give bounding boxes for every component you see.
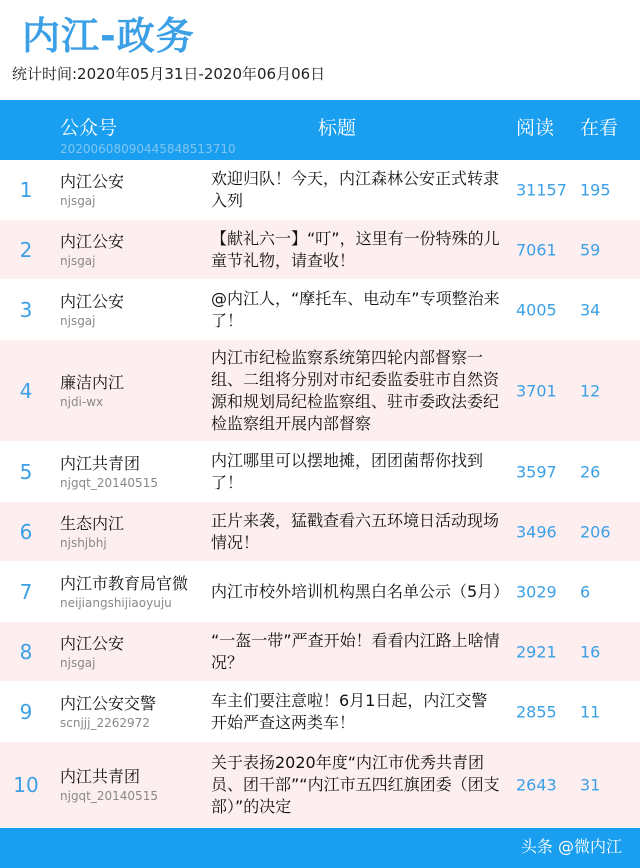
table-row[interactable] — [0, 220, 640, 280]
table-row[interactable] — [0, 562, 640, 622]
table-row[interactable] — [0, 682, 640, 742]
read-count: 3496 — [516, 522, 557, 541]
table-row[interactable] — [0, 742, 640, 828]
account-name: 内江共青团 — [60, 453, 141, 473]
account-name: 内江公安 — [60, 171, 125, 191]
stat-period: 统计时间:2020年05月31日-2020年06月06日 — [12, 65, 326, 83]
account-cell — [60, 291, 124, 329]
account-name: 内江公安 — [60, 291, 125, 311]
table-row[interactable] — [0, 340, 640, 442]
account-cell — [60, 573, 188, 611]
article-title[interactable]: @内江人，“摩托车、电动车”专项整治来了！ — [211, 288, 500, 330]
account-name: 内江共青团 — [60, 766, 141, 786]
table-row[interactable] — [0, 280, 640, 340]
read-count: 31157 — [516, 180, 567, 199]
rank-number: 8 — [19, 639, 33, 664]
account-id: njsgaj — [60, 313, 96, 328]
account-id: njsgaj — [60, 253, 96, 268]
article-title[interactable]: 正片来袭，猛戳查看六五环境日活动现场情况！ — [211, 510, 500, 552]
account-name: 内江公安 — [60, 231, 125, 251]
account-name: 内江公安交警 — [60, 693, 157, 713]
header-reads: 阅读 — [516, 117, 555, 139]
account-id: njsgaj — [60, 193, 96, 208]
account-name: 生态内江 — [60, 513, 125, 533]
account-name: 内江公安 — [60, 633, 125, 653]
looking-count: 34 — [580, 300, 601, 319]
table-row[interactable] — [0, 160, 640, 220]
table-header — [0, 100, 640, 160]
rank-number: 2 — [19, 237, 33, 262]
account-id: njdi-wx — [60, 394, 104, 409]
read-count: 7061 — [516, 240, 557, 259]
rank-number: 1 — [19, 177, 33, 202]
account-id: scnjjj_2262972 — [60, 715, 150, 730]
rank-number: 5 — [19, 459, 33, 484]
table-row[interactable] — [0, 442, 640, 502]
header-account: 公众号 — [60, 117, 118, 139]
looking-count: 31 — [580, 775, 601, 794]
header-looks: 在看 — [580, 117, 619, 139]
account-id: njsgaj — [60, 655, 96, 670]
read-count: 3701 — [516, 381, 557, 400]
article-title[interactable]: 内江市纪检监察系统第四轮内部督察一组、二组将分别对市纪委监委驻市自然资源和规划局纪检监察组、驻市委政法委纪检监察组开展内部督察 — [211, 347, 500, 433]
read-count: 3597 — [516, 462, 557, 481]
account-cell — [60, 453, 158, 491]
account-cell — [60, 372, 124, 410]
rank-number: 6 — [19, 519, 33, 544]
article-title[interactable]: 内江哪里可以摆地摊，团团菌帮你找到了！ — [211, 450, 484, 492]
header-title: 标题 — [318, 117, 357, 139]
account-id: njgqt_20140515 — [60, 788, 158, 803]
account-cell — [60, 633, 124, 671]
article-title[interactable]: 内江市校外培训机构黑白名单公示（5月） — [211, 581, 510, 601]
read-count: 4005 — [516, 300, 557, 319]
header-id-watermark: 20200608090445848513710 — [60, 142, 236, 156]
account-name: 内江市教育局官微 — [60, 573, 189, 593]
read-count: 2855 — [516, 702, 557, 721]
footer-bar — [0, 828, 640, 868]
looking-count: 6 — [580, 582, 591, 601]
rank-number: 4 — [19, 378, 33, 403]
account-id: neijiangshijiaoyuju — [60, 595, 172, 610]
article-title[interactable]: 【献礼六一】“叮”，这里有一份特殊的儿童节礼物，请查收！ — [211, 228, 500, 270]
looking-count: 59 — [580, 240, 601, 259]
article-title[interactable]: 关于表扬2020年度“内江市优秀共青团员、团干部”“内江市五四红旗团委（团支部）”的决定 — [211, 752, 500, 816]
table-row[interactable] — [0, 622, 640, 682]
read-count: 3029 — [516, 582, 557, 601]
looking-count: 11 — [580, 702, 601, 721]
account-cell — [60, 231, 124, 269]
article-title[interactable]: 欢迎归队！今天，内江森林公安正式转隶入列 — [211, 168, 500, 210]
source-credit: 头条 @微内江 — [520, 837, 622, 856]
table-row[interactable] — [0, 502, 640, 562]
account-id: njshjbhj — [60, 535, 107, 550]
looking-count: 16 — [580, 642, 601, 661]
article-title[interactable]: “一盔一带”严查开始！看看内江路上啥情况？ — [211, 630, 500, 672]
account-cell — [60, 171, 124, 209]
looking-count: 12 — [580, 381, 601, 400]
rank-number: 9 — [19, 699, 33, 724]
account-cell — [60, 766, 158, 804]
account-name: 廉洁内江 — [60, 372, 125, 392]
account-cell — [60, 513, 124, 551]
account-id: njgqt_20140515 — [60, 475, 158, 490]
account-cell — [60, 693, 156, 731]
read-count: 2921 — [516, 642, 557, 661]
page-title: 内江-政务 — [22, 14, 195, 58]
ranking-table — [0, 160, 640, 828]
rank-number: 10 — [13, 772, 39, 797]
read-count: 2643 — [516, 775, 557, 794]
rank-number: 7 — [19, 579, 33, 604]
looking-count: 195 — [580, 180, 611, 199]
rank-number: 3 — [19, 297, 33, 322]
article-title[interactable]: 车主们要注意啦！6月1日起，内江交警开始严查这两类车！ — [211, 690, 488, 732]
looking-count: 26 — [580, 462, 601, 481]
looking-count: 206 — [580, 522, 611, 541]
